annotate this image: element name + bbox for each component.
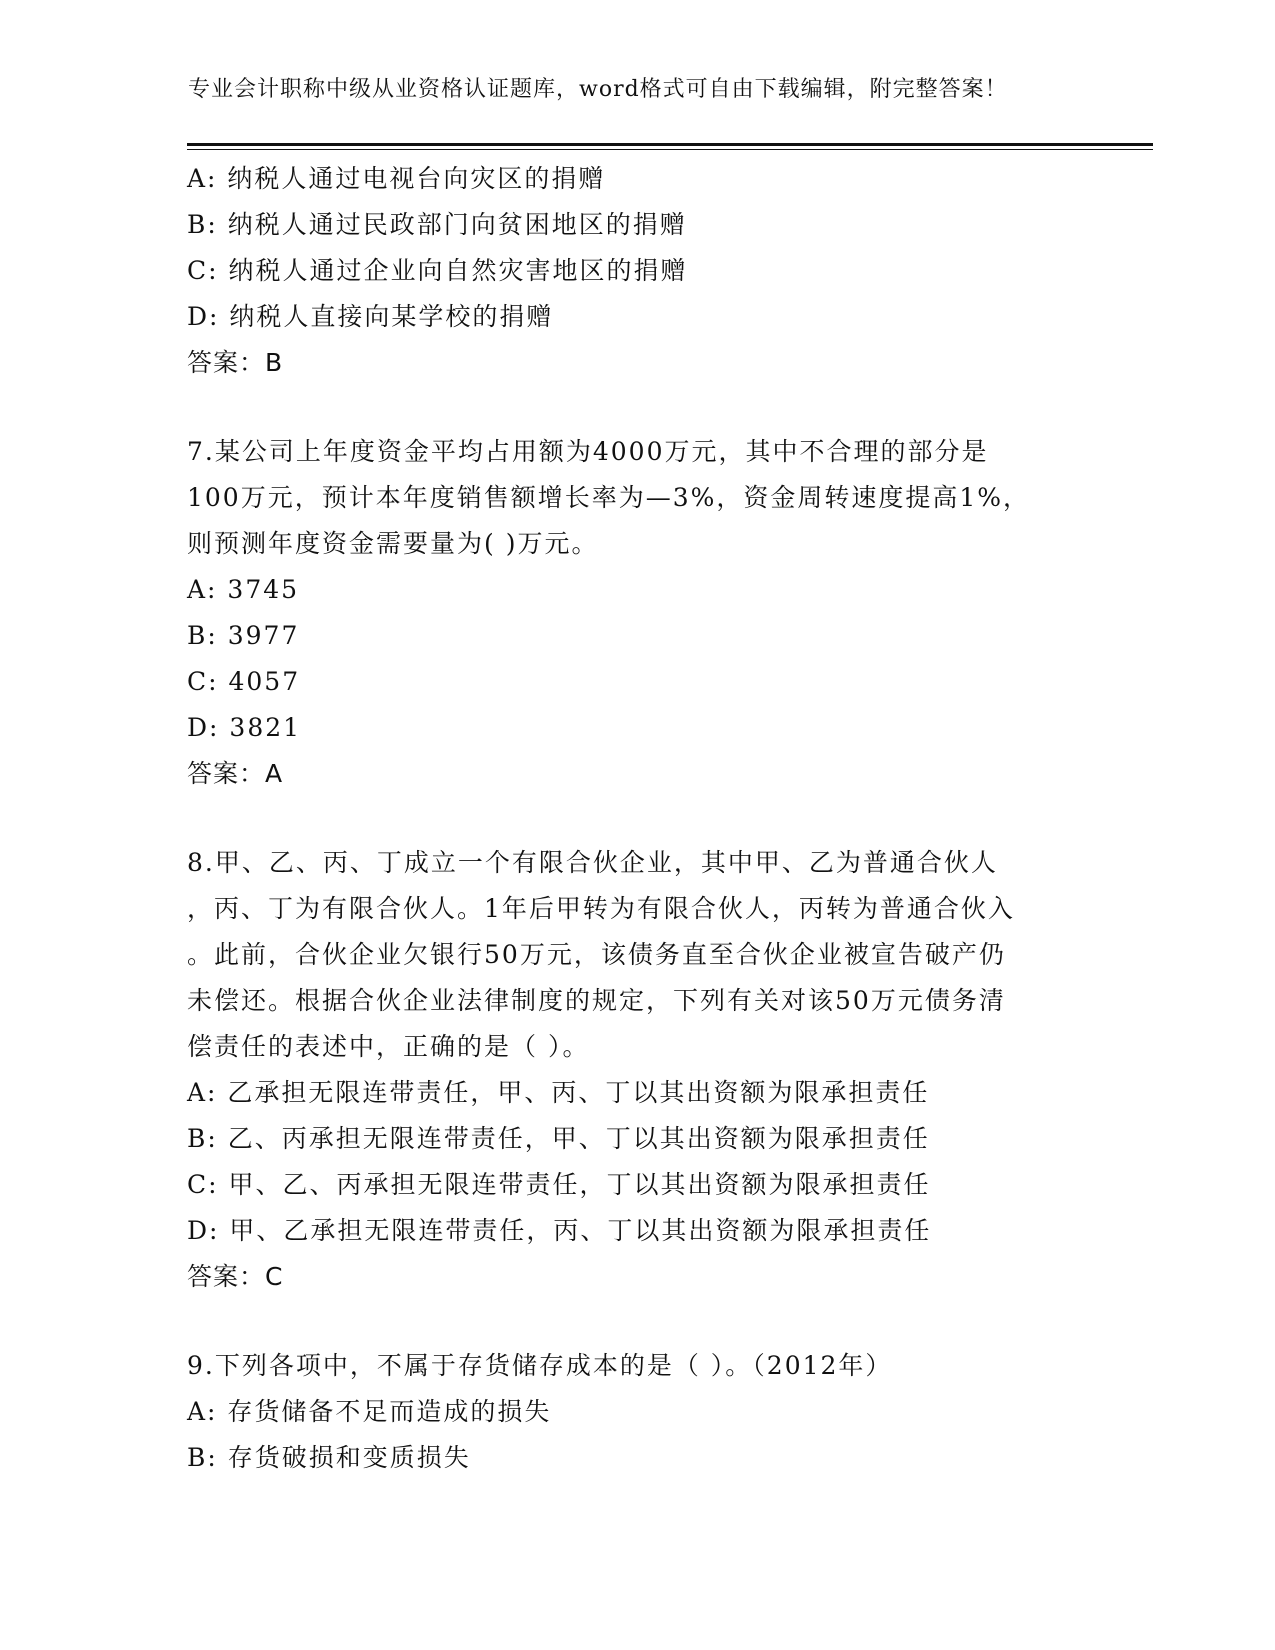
option-b: B: 3977	[187, 621, 300, 650]
option-d: D: 甲、乙承担无限连带责任，丙、丁以其出资额为限承担责任	[187, 1216, 932, 1245]
question-stem-line: 。此前，合伙企业欠银行50万元，该债务直至合伙企业被宣告破产仍	[187, 940, 1006, 969]
question-7	[187, 429, 1087, 797]
answer: 答案：C	[187, 1262, 284, 1291]
option-c: C: 4057	[187, 667, 301, 696]
question-8	[187, 840, 1087, 1300]
answer: 答案：A	[187, 759, 284, 788]
question-stem-line: 8.甲、乙、丙、丁成立一个有限合伙企业，其中甲、乙为普通合伙人	[187, 848, 998, 877]
answer: 答案：B	[187, 348, 284, 377]
spacer	[187, 1300, 1087, 1343]
question-stem-line: 7.某公司上年度资金平均占用额为4000万元，其中不合理的部分是	[187, 437, 989, 466]
option-d: D: 纳税人直接向某学校的捐赠	[187, 302, 554, 331]
header-rule-thick	[187, 143, 1153, 146]
option-c: C: 纳税人通过企业向自然灾害地区的捐赠	[187, 256, 688, 285]
question-stem-line: 偿责任的表述中，正确的是（ ）。	[187, 1032, 590, 1061]
option-b: B: 存货破损和变质损失	[187, 1443, 471, 1472]
option-b: B: 纳税人通过民政部门向贫困地区的捐赠	[187, 210, 687, 239]
page-header: 专业会计职称中级从业资格认证题库，word格式可自由下载编辑，附完整答案！	[188, 77, 1008, 102]
header-rule-thin	[187, 149, 1153, 150]
option-a: A: 存货储备不足而造成的损失	[187, 1397, 552, 1426]
option-b: B: 乙、丙承担无限连带责任，甲、丁以其出资额为限承担责任	[187, 1124, 930, 1153]
spacer	[187, 797, 1087, 840]
question-stem-line: 则预测年度资金需要量为( )万元。	[187, 529, 599, 558]
question-9	[187, 1343, 1087, 1481]
question-content	[187, 156, 1087, 1481]
option-a: A: 纳税人通过电视台向灾区的捐赠	[187, 164, 606, 193]
option-d: D: 3821	[187, 713, 302, 742]
question-stem-line: 9.下列各项中，不属于存货储存成本的是（ ）。（2012年）	[187, 1351, 893, 1380]
question-stem-line: 未偿还。根据合伙企业法律制度的规定，下列有关对该50万元债务清	[187, 986, 1006, 1015]
question-6	[187, 156, 1087, 386]
question-stem-line: 100万元，预计本年度销售额增长率为—3%，资金周转速度提高1%，	[187, 483, 1031, 512]
option-c: C: 甲、乙、丙承担无限连带责任，丁以其出资额为限承担责任	[187, 1170, 931, 1199]
option-a: A: 3745	[187, 575, 300, 604]
spacer	[187, 386, 1087, 429]
option-a: A: 乙承担无限连带责任，甲、丙、丁以其出资额为限承担责任	[187, 1078, 930, 1107]
question-stem-line: ，丙、丁为有限合伙人。1年后甲转为有限合伙人，丙转为普通合伙入	[187, 894, 1015, 923]
